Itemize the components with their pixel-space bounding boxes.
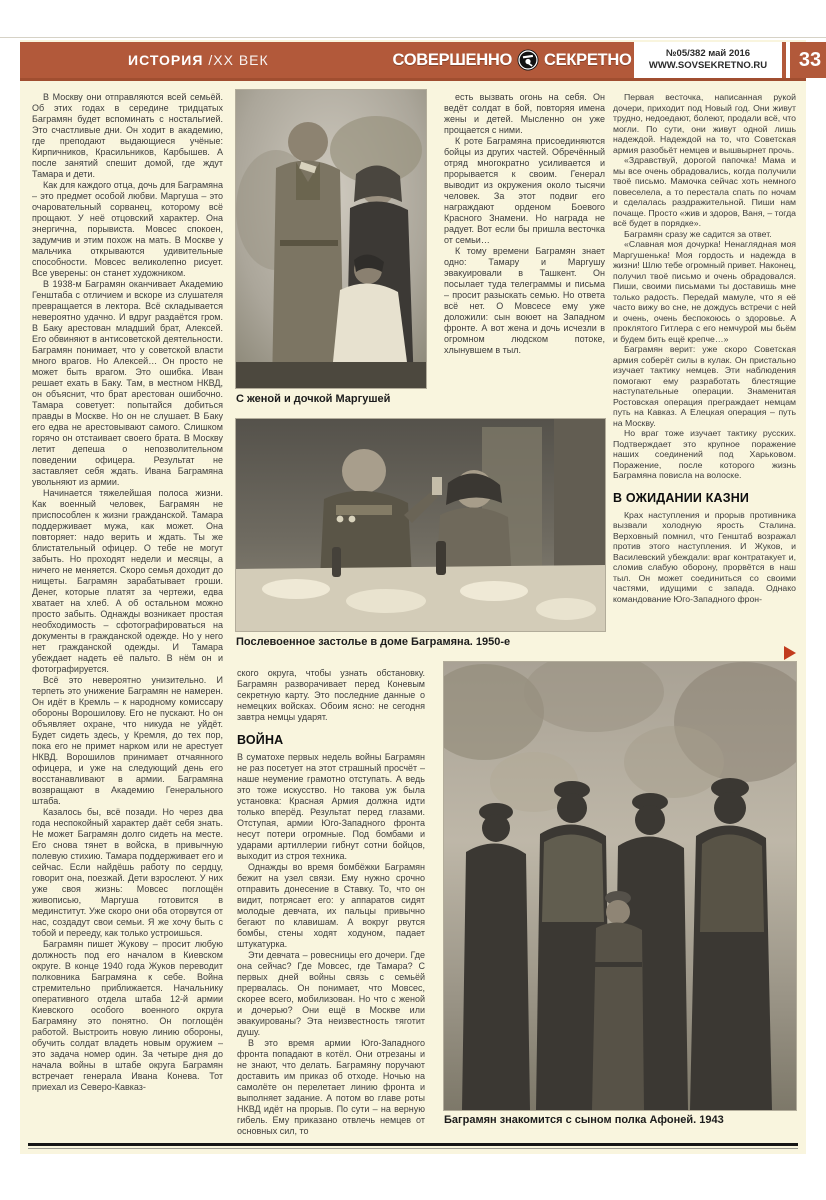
photo-family [236, 90, 426, 388]
paragraph: Баграмян верит: уже скоро Советская армия соберёт силы в кулак. Он пристально изучает тактику немцев. Эти наблюдения помогают ему разработать блестящие наступательные операции. Знаменитая Ростовская операция преграждает немцам путь на Кавказ. А Елецкая операция – путь на Москву. [613, 344, 796, 428]
site-url: WWW.SOVSEKRETNO.RU [648, 60, 768, 71]
logo-emblem-icon [517, 49, 539, 71]
photo-group-caption: Баграмян знакомится с сыном полка Афоней. 1943 [444, 1114, 724, 1126]
section-suffix: /XX ВЕК [208, 52, 269, 68]
paragraph: Всё это невероятно унизительно. И терпеть это унижение Баграмян не намерен. Он идёт в Кремль – к народному комиссару обороны Ворошилову. Его не пускают. Но он объявляет охране, что никуда не уйдёт. Будет сидеть здесь, у Кремля, до тех пор, пока его не примет нарком или не арестует НКВД. Ворошилов принимает отчаянного офицера, и уже на следующий день его восстанавливают в армии. Баграмяна возвращают в Академию Генерального штаба. [32, 675, 223, 806]
bottom-rule [28, 1143, 798, 1146]
photo-family-caption: С женой и дочкой Маргушей [236, 393, 391, 405]
paragraph: Но враг тоже изучает тактику русских. Подтверждает это крупное поражение наших соединений под Харьковом. Поражение, после которого жизнь Баграмяна повисла на волоске. [613, 428, 796, 480]
paragraph: В суматохе первых недель войны Баграмян не раз посетует на этот страшный просчёт – наше неумение грамотно отступать. А ведь это тоже искусство. Но такова уж была установка: Красная Армия должна идти только вперёд. Результат перед глазами. Отступая, армии Юго-Западного фронта несут потери огромные. Под бомбами и ударами артиллерии гибнут сотни бойцов, выходит из строя техника. [237, 752, 425, 861]
continuation-arrow-icon [784, 646, 796, 660]
page-number-badge [786, 42, 826, 78]
photo-feast-caption: Послевоенное застолье в доме Баграмяна. 1950-е [236, 636, 511, 648]
bottom-rule-shadow [28, 1148, 798, 1149]
photo-group-afonya [444, 662, 796, 1110]
paragraph: В это время армии Юго-Западного фронта попадают в котёл. Они отрезаны и не знают, что делать. Баграмяну поручают доставить им приказ об отходе. Ночью на самолёте он перелетает линию фронта и выполняет задание. А потом во главе роты НКВД идёт на прорыв. По сути – на верную гибель. Ему приказано отвлечь немцев от основных сил, то [237, 1038, 425, 1136]
section-heading-war: ВОЙНА [237, 732, 284, 747]
text-column-4 [613, 92, 796, 654]
issue-box [634, 42, 782, 78]
paragraph: Как для каждого отца, дочь для Баграмяна – это предмет особой любви. Маргуша – это очаровательный сорванец, которому всё прощают. У неё отцовский характер. Она энергична, порывиста. Мовсес спокоен, задумчив и этим похож на мать. В Москве у мальчика открываются удивительные способности. Мовсес великолепно рисует. Все уверены: он станет художником. [32, 180, 223, 278]
paragraph: Крах наступления и прорыв противника вызвали холодную ярость Сталина. Верховный помнил, что Генштаб возражал против этого наступления. И Жуков, и Василевский убеждали: враг контратакует и, сломив слабую оборону, прорвётся в наш тыл. Он может соединиться со своими частями, идущими с запада. Однако командование Юго-Западного фрон- [613, 509, 796, 604]
section-title: ИСТОРИЯ [128, 52, 204, 68]
paragraph: Казалось бы, всё позади. Но через два года неспокойный характер даёт себя знать. Не может Баграмян долго сидеть на месте. Его снова тянет в войска, в привычную полевую стихию. Тамара поддерживает его и сейчас. Если найдёшь работу по сердцу, говорит она, поезжай. Дети взрослеют. У них уже своя жизнь: Мовсес поглощён живописью, Маргуша готовится в мединститут. Уже скоро они оба оторвутся от нас, создадут свои семьи. Я же хочу быть с тобой и перееду, как только устроишься. [32, 807, 223, 938]
paragraph: «Здравствуй, дорогой папочка! Мама и мы все очень обрадовались, когда получили твоё письмо. Мамочка сейчас хоть немного повеселела, а то перестала спать по ночам и сделалась раздражительной. Пиши нам почаще. Просто «жив и здоров, Ваня, – тогда всё будет в порядке». [613, 155, 796, 228]
paragraph: есть вызвать огонь на себя. Он ведёт солдат в бой, повторяя имена жены и детей. Мысленно он уже прощается с ними. [444, 92, 605, 135]
section-heading-awaiting-execution: В ОЖИДАНИИ КАЗНИ [613, 489, 750, 505]
masthead-left: СОВЕРШЕННО [392, 50, 513, 69]
paragraph: В 1938-м Баграмян оканчивает Академию Генштаба с отличием и вскоре из слушателя превращается в лектора. Всё складывается невероятно удачно. И вдруг раздаётся гром. В Баку арестован младший брат, Алексей. Его обвиняют в антисоветской деятельности. Баграмян понимает, что у советской власти много врагов. Но Алексей… Он просто не может быть врагом. Это ошибка. Иван решает ехать в Баку. Там, в местном НКВД, он объяснит, что брат арестован ошибочно. Тамара советует: попытайся добиться правды в Москве. Но он не слушает. В Баку его едва не арестовывают самого. Слишком горячо он отстаивает своего брата. В Москву летит депеша о непозволительном поведении офицера. Результат не заставляет себя ждать. Ивана Баграмяна увольняют из армии. [32, 279, 223, 487]
header-bar [20, 42, 822, 81]
paragraph: В Москву они отправляются всей семьёй. Об этих годах в середине тридцатых Баграмян будет вспоминать с ностальгией. Это счастливые дни. Он ходит в академию, где преподают выдающиеся учёные: Кирпичников, Красильников, Карбышев. А после занятий спешит домой, где ждут Тамара и дети. [32, 92, 223, 179]
text-column-3 [444, 92, 605, 424]
photo-feast [236, 419, 605, 631]
section-label [128, 42, 269, 78]
paragraph: К тому времени Баграмян знает одно: Тамару и Маргушу эвакуировали в Ташкент. Он посылает туда телеграммы и письма – просит разыскать семью. Но ответа всё нет. О Мовсесе ему уже доложили: сын воюет на Западном фронте. А вот жена и дочь исчезли в огромном людском потоке, хлынувшем в тыл. [444, 246, 605, 355]
paragraph: Однажды во время бомбёжки Баграмян бежит на узел связи. Ему нужно срочно отправить донесение в Ставку. То, что он видит, потрясает его: у аппаратов сидят молодые девчата, их пальцы привычно бегают по клавишам. А вокруг рвутся бомбы, стены ходят ходуном, падает штукатурка. [237, 862, 425, 949]
page-number: 33 [798, 48, 822, 71]
paragraph: Первая весточка, написанная рукой дочери, приходит под Новый год. Они живут трудно, недоедают, болеют, продали всё, что могли. По сути, они живут одной лишь надеждой. Надеждой на то, что Советская армия разобьёт немцев и вышвырнет прочь. [613, 92, 796, 155]
paragraph: ского округа, чтобы узнать обстановку. Баграмян разворачивает перед Коневым секретную карту. Это последние данные о немецких войсках. Обоим ясно: не сегодня завтра немцы ударят. [237, 668, 425, 722]
paragraph: Баграмян пишет Жукову – просит любую должность под его началом в Киевском округе. В конце 1940 года Жуков переводит полковника Баграмяна к себе. Война стремительно приближается. Начальнику оперативного отдела штаба 12-й армии Киевского особого военного округа Баграмяну это понятно. Он поглощён работой. Выстроить новую линию обороны, обучить солдат владеть новым оружием – это задача номер один. За четыре дня до начала войны в штабе округа Баграмян встречает генерала Ивана Конева. Тот приехал из Северо-Кавказ- [32, 939, 223, 1092]
masthead-logo [388, 42, 636, 78]
paragraph: К роте Баграмяна присоединяются бойцы из других частей. Обречённый отряд многократно усиливается и прорывается к своим. Генерал выводит из окружения около тысячи человек. За этот подвиг его награждают орденом Боевого Красного Знамени. Но награда не радует. Вот если бы пришла весточка от семьи… [444, 136, 605, 245]
masthead-right: СЕКРЕТНО [544, 50, 632, 69]
paragraph: Баграмян сразу же садится за ответ. [624, 228, 772, 239]
text-column-1 [32, 92, 223, 1142]
paragraph: Эти девчата – ровесницы его дочери. Где она сейчас? Где Мовсес, где Тамара? С первых дней войны связь с семьёй прервалась. Он понимает, что Мовсес, скорее всего, мобилизован. Но что с женой и дочерью? Они ещё в Москве или эвакуированы? Эта неизвестность тяготит душу. [237, 950, 425, 1037]
paragraph: Начинается тяжелейшая полоса жизни. Как военный человек, Баграмян не приспособлен к жизни гражданской. Тамара поддерживает мужа, как может. Она повторяет: надо верить и ждать. Ты же блистательный офицер. О тебе не могут забыть. Но проходят недели и месяцы, а ничего не меняется. Скоро семья доходит до нищеты. Баграмян зарабатывает гроши. Денег, которые платят за чертежи, едва хватает на хлеб. А об остальном можно просто забыть. Однажды возникает простая необходимость – сфотографироваться на документы в гражданской одежде. Но у него нет гражданской одежды. И Тамара убеждает надеть её пальто. В нём он и фотографируется. [32, 488, 223, 674]
text-column-2 [237, 668, 425, 1142]
issue-number: №05/382 май 2016 [665, 48, 751, 59]
top-hairline [0, 37, 826, 38]
paragraph: «Славная моя дочурка! Ненаглядная моя Маргушенька! Моя гордость и надежда в жизни! Шлю тебе огромный привет. Наконец, получил твоё письмо и очень обрадовался. Пиши, своими письмами ты доставишь мне только радость. Передай мамуле, что я её часто вижу во сне, не дождусь встречи с ней и очень, очень беспокоюсь о здоровье. А проклятого Гитлера с его немчурой мы бьём и будем бить ещё крепче…» [613, 239, 796, 344]
